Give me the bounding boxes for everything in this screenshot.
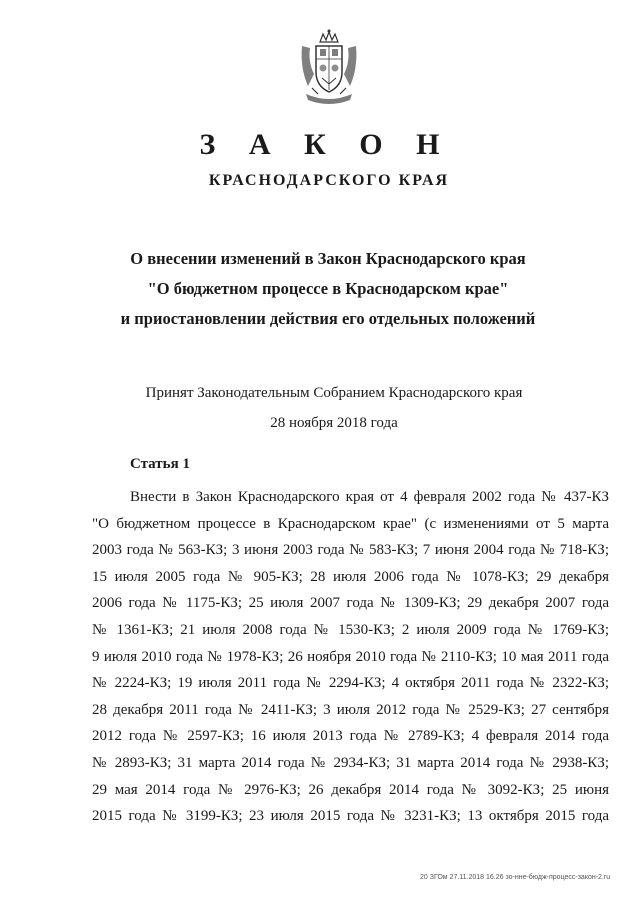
law-title-line: и приостановлении действия его отдельных положений xyxy=(120,309,536,328)
article-line: № 1361-КЗ; 21 июля 2008 года № 1530-КЗ; 2 июля 2009 года № 1769-КЗ; xyxy=(92,621,609,638)
adoption-line: Принят Законодательным Собранием Краснодарского края xyxy=(145,385,523,401)
article-line: 29 мая 2014 года № 2976-КЗ; 26 декабря 2014 года № 3092-КЗ; 25 июня xyxy=(92,781,609,798)
document-type-heading: З А К О Н xyxy=(199,128,453,161)
region-heading: КРАСНОДАРСКОГО КРАЯ xyxy=(208,172,450,189)
article-line: № 2224-КЗ; 19 июля 2011 года № 2294-КЗ; 4 октября 2011 года № 2322-КЗ; xyxy=(92,675,609,692)
article-body xyxy=(92,484,609,830)
article-heading: Статья 1 xyxy=(130,456,190,472)
article-line: 9 июля 2010 года № 1978-КЗ; 26 ноября 2010 года № 2110-КЗ; 10 мая 2011 года xyxy=(92,648,609,665)
article-line: № 2893-КЗ; 31 марта 2014 года № 2934-КЗ; 31 марта 2014 года № 2938-КЗ; xyxy=(92,754,609,771)
article-line: Внести в Закон Краснодарского края от 4 февраля 2002 года № 437-КЗ xyxy=(130,489,609,505)
article-line: 2003 года № 563-КЗ; 3 июня 2003 года № 583-КЗ; 7 июня 2004 года № 718-КЗ; xyxy=(92,542,609,559)
coat-of-arms-emblem xyxy=(296,28,362,108)
law-title-line: О внесении изменений в Закон Краснодарского края xyxy=(130,249,526,268)
document-footer-code: 20 ЗГОм 27.11.2018 16.26 зо-нне-бюдж-процесс-закон-2.ru xyxy=(420,874,611,881)
law-title-line: "О бюджетном процессе в Краснодарском крае" xyxy=(147,279,509,298)
article-line: 2006 года № 1175-КЗ; 25 июля 2007 года № 1309-КЗ; 29 декабря 2007 года xyxy=(92,595,609,612)
article-line: 2015 года № 3199-КЗ; 23 июля 2015 года № 3231-КЗ; 13 октября 2015 года xyxy=(92,808,609,825)
article-line: 2012 года № 2597-КЗ; 16 июля 2013 года № 2789-КЗ; 4 февраля 2014 года xyxy=(92,728,609,745)
article-line: 15 июля 2005 года № 905-КЗ; 28 июля 2006 года № 1078-КЗ; 29 декабря xyxy=(92,568,609,585)
adoption-date: 28 ноября 2018 года xyxy=(270,415,398,431)
adoption-statement xyxy=(0,378,640,438)
article-line: 28 декабря 2011 года № 2411-КЗ; 3 июля 2012 года № 2529-КЗ; 27 сентября xyxy=(92,701,609,718)
article-line: "О бюджетном процессе в Краснодарском крае" (с изменениями от 5 марта xyxy=(92,515,609,532)
law-title xyxy=(0,244,640,334)
